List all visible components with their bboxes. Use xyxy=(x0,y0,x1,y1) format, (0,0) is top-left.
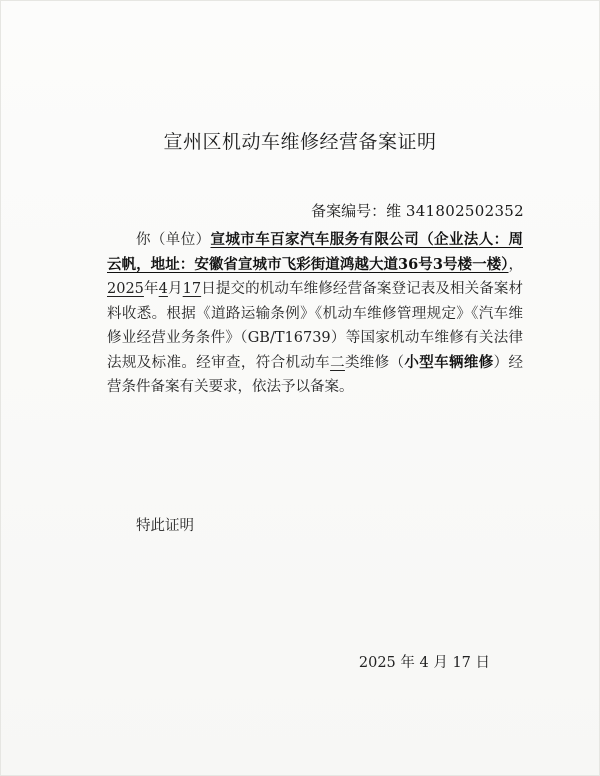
issue-date: 2025 年 4 月 17 日 xyxy=(358,655,490,671)
submit-month: 4 xyxy=(158,281,168,297)
month-unit: 月 xyxy=(167,281,183,297)
body-text-3: ）经营条件备案有关要求，依法予以备案。 xyxy=(107,354,524,395)
document-title: 宣州区机动车维修经营备案证明 xyxy=(163,131,437,153)
submit-year: 2025 xyxy=(107,281,144,297)
record-number-line xyxy=(311,200,524,221)
repair-category: 二 xyxy=(330,354,345,371)
submit-day: 17 xyxy=(182,281,202,297)
body-separator: ， xyxy=(508,256,523,273)
repair-scope: 小型车辆维修 xyxy=(404,353,494,371)
record-number-value: 341802502352 xyxy=(405,202,524,220)
year-unit: 年 xyxy=(143,281,159,297)
document-body xyxy=(107,228,523,400)
body-text-2: 类维修（ xyxy=(344,354,405,371)
closing-statement: 特此证明 xyxy=(136,518,194,534)
body-text-1: 日提交的机动车维修经营备案登记表及相关备案材料收悉。根据《道路运输条例》《机动车维修管理规定》《汽车维修业经营业务条件》（GB/T16739）等国家机动车维修有关法律法规及标准。经审查，符合机动车 xyxy=(107,281,524,371)
record-number-label: 备案编号：维 xyxy=(311,202,402,220)
body-intro: 你（单位） xyxy=(136,232,211,248)
company-info: 宣城市车百家汽车服务有限公司（企业法人：周云帆，地址：安徽省宣城市飞彩街道鸿越大道36号3号楼一楼） xyxy=(107,231,523,273)
